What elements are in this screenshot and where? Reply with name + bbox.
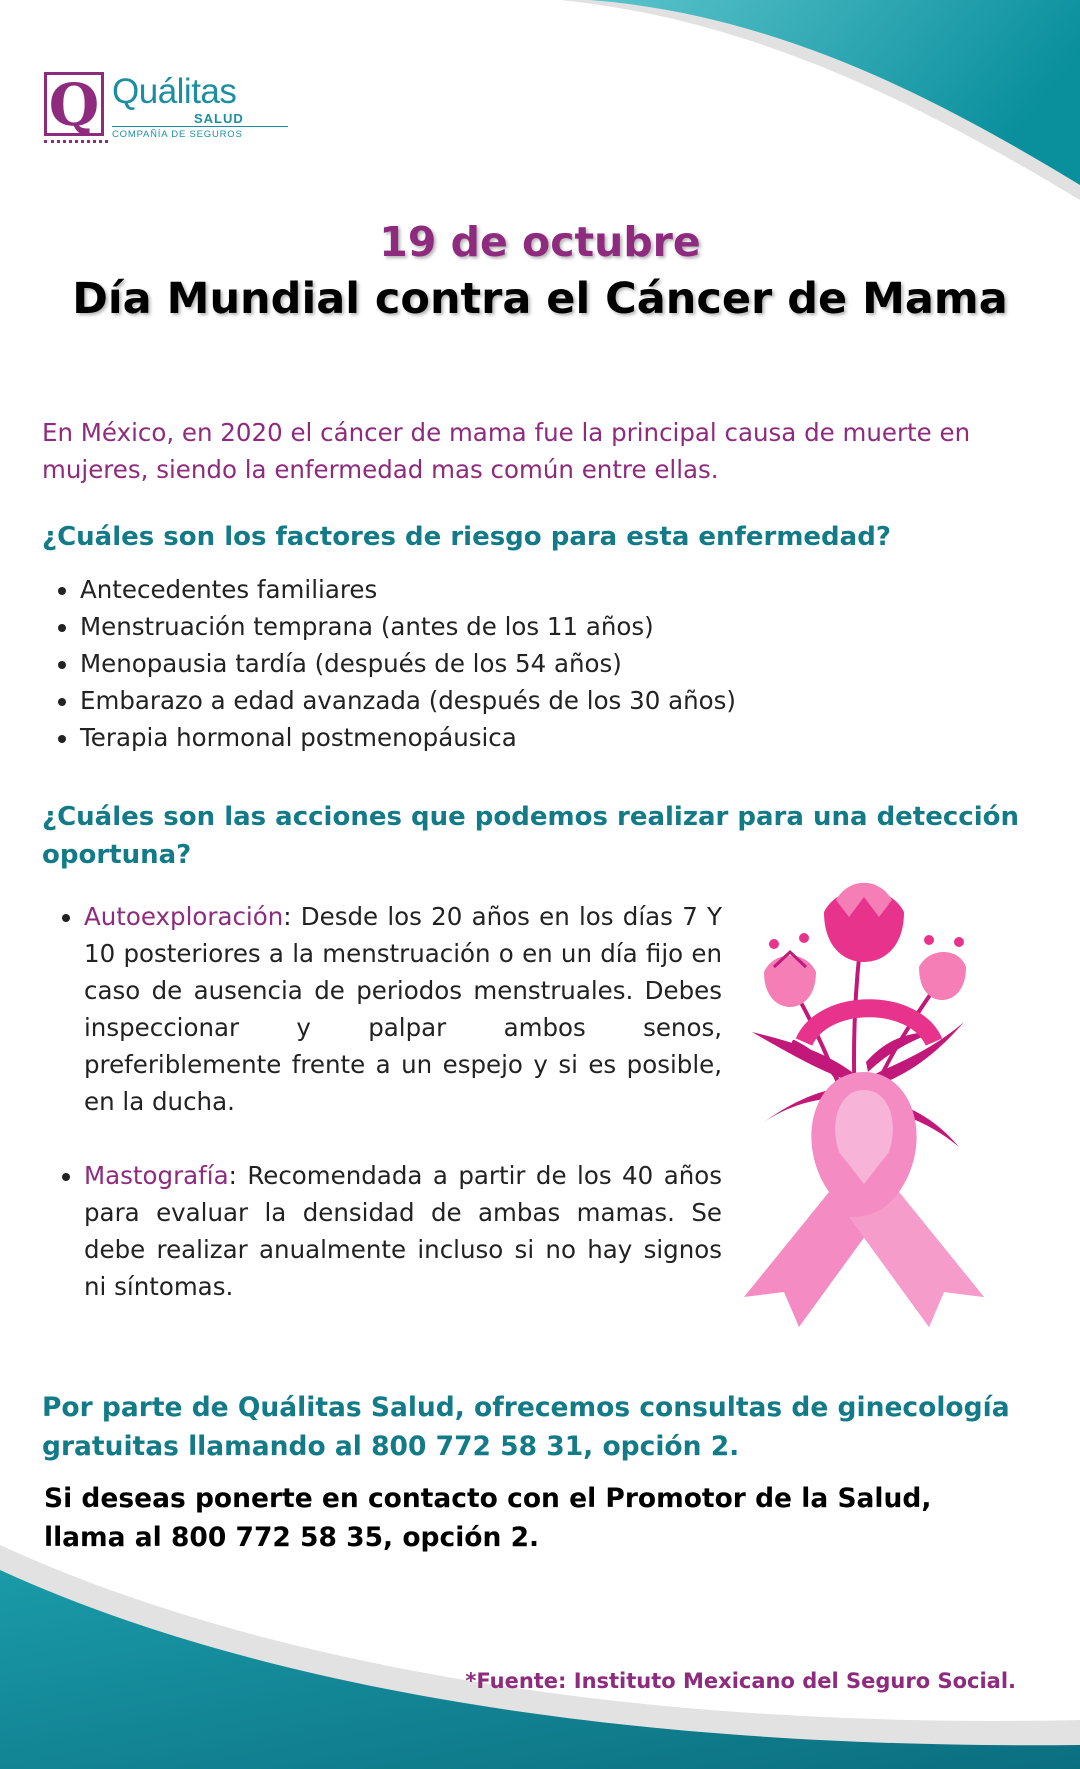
list-item: • Embarazo a edad avanzada (después de los 30 años) bbox=[80, 682, 980, 719]
list-item: • Terapia hormonal postmenopáusica bbox=[80, 719, 980, 756]
pink-ribbon-illustration bbox=[744, 872, 984, 1332]
logo-sub: SALUD bbox=[194, 111, 244, 126]
contact-text bbox=[44, 1479, 1044, 1557]
offer-line: Por parte de Quálitas Salud, ofrecemos consultas de ginecología bbox=[42, 1392, 1010, 1423]
logo-mark bbox=[44, 71, 104, 139]
list-item: • Antecedentes familiares bbox=[80, 571, 980, 608]
logo-company: COMPAÑÍA DE SEGUROS bbox=[112, 129, 243, 140]
contact-line: Si deseas ponerte en contacto con el Promotor de la Salud, bbox=[44, 1483, 932, 1514]
item-lead: Mastografía bbox=[84, 1161, 229, 1190]
logo-name: Quálitas bbox=[112, 72, 237, 111]
qualitas-logo bbox=[44, 72, 254, 144]
item-lead: Autoexploración bbox=[84, 902, 284, 931]
logo-dots bbox=[44, 140, 108, 143]
list-item: • Menopausia tardía (después de los 54 años) bbox=[80, 645, 980, 682]
risk-list bbox=[42, 571, 980, 756]
logo-divider bbox=[112, 126, 288, 127]
list-item: • Menstruación temprana (antes de los 11 años) bbox=[80, 608, 980, 645]
ribbon bbox=[744, 1072, 984, 1327]
item-text: : Recomendada a partir de los 40 años para evaluar la densidad de ambas mamas. Se debe realizar anualmente incluso si no hay signos ni síntomas. bbox=[84, 1161, 722, 1301]
item-text: : Desde los 20 años en los días 7 Y 10 posteriores a la menstruación o en un día fijo en caso de ausencia de periodos menstruales. Debes inspeccionar y palpar ambos senos, preferiblemente frente a un espejo y si es posible, en la ducha. bbox=[84, 902, 722, 1116]
page-title: Día Mundial contra el Cáncer de Mama bbox=[72, 274, 1008, 324]
contact-line: llama al 800 772 58 35, opción 2. bbox=[44, 1522, 540, 1553]
offer-line: gratuitas llamando al 800 772 58 31, opción 2. bbox=[42, 1431, 740, 1462]
logo-letter: Q bbox=[48, 71, 100, 139]
risk-heading: ¿Cuáles son los factores de riesgo para esta enfermedad? bbox=[42, 522, 891, 552]
list-item bbox=[84, 1157, 722, 1305]
actions-list bbox=[42, 898, 722, 1342]
list-item bbox=[84, 898, 722, 1120]
actions-heading: ¿Cuáles son las acciones que podemos realizar para una detección oportuna? bbox=[42, 802, 1019, 870]
title-date: 19 de octubre bbox=[379, 218, 701, 266]
top-wave bbox=[590, 0, 1080, 185]
intro-paragraph: En México, en 2020 el cáncer de mama fue la principal causa de muerte en mujeres, siendo la enfermedad mas común entre ellas. bbox=[42, 418, 971, 484]
flowers bbox=[764, 883, 966, 1007]
offer-text bbox=[42, 1388, 1042, 1466]
source-note: *Fuente: Instituto Mexicano del Seguro Social. bbox=[465, 1669, 1016, 1693]
